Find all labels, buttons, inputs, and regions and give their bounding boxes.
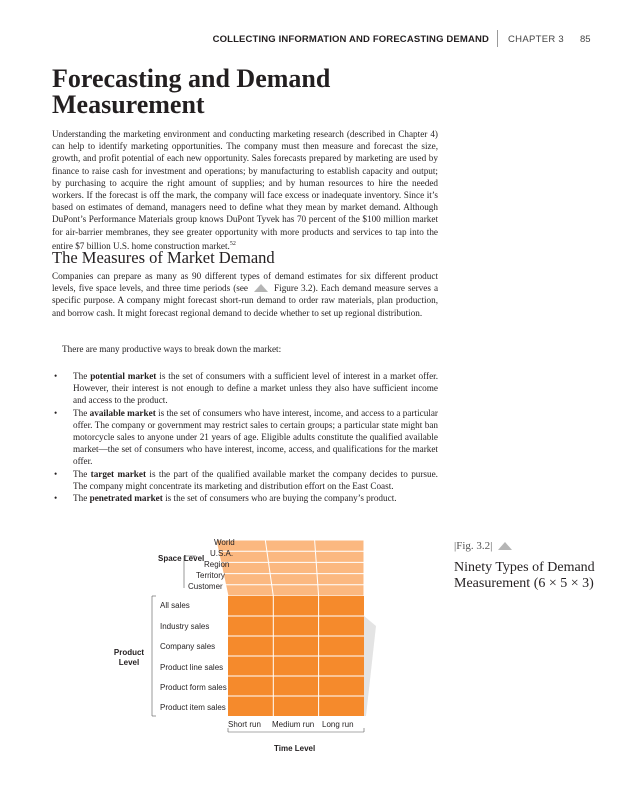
- space-level-world: World: [214, 538, 235, 547]
- space-level-region: Region: [204, 560, 230, 569]
- section-heading: The Measures of Market Demand: [52, 248, 275, 267]
- header-divider: [497, 30, 498, 47]
- page-number: 85: [580, 34, 591, 45]
- intro-paragraph: [52, 128, 438, 252]
- list-item: • The target market is the part of the qualified available market the company decides to pursue. The company might concentrate its marketing and distribution effort on the East Coast.: [54, 468, 438, 491]
- bullet-icon: •: [54, 493, 58, 504]
- figure-label: |Fig. 3.2|: [454, 540, 515, 552]
- figure-caption: Ninety Types of Demand Measurement (6 × 5 × 3): [454, 560, 595, 591]
- cube-diagram: [100, 530, 440, 785]
- endnote-ref: 52: [229, 240, 236, 247]
- product-level-product-item-sales: Product item sales: [160, 703, 226, 712]
- time-level-short-run: Short run: [228, 720, 261, 729]
- list-item: • The available market is the set of consumers who have interest, income, and access to a particular offer. The company or government may restrict sales to certain groups; a particular state might ban motorcycle sales to anyone under 21 years of age. Eligible adults constitute the qualified available market—the set of consumers who have interest, income, access, and qualifications for the market offer.: [54, 407, 438, 467]
- space-level-usa: U.S.A.: [210, 549, 234, 558]
- time-level-long-run: Long run: [322, 720, 354, 729]
- cube-top-face: [216, 540, 364, 596]
- list-item: • The penetrated market is the set of consumers who are buying the company’s product.: [54, 493, 397, 504]
- space-level-territory: Territory: [196, 571, 225, 580]
- measures-text-b: Figure 3.2). Each demand measure serves a specific purpose. A company might forecast short-run demand to order raw materials, plan production, and borrow cash. It might forecast regional demand to decide whether to set up regional distribution.: [52, 283, 439, 318]
- breakdown-paragraph: There are many productive ways to break down the market:: [62, 344, 282, 354]
- product-level-product-form-sales: Product form sales: [160, 683, 227, 692]
- term: available market: [89, 407, 156, 418]
- product-level-industry-sales: Industry sales: [160, 622, 210, 631]
- term: penetrated market: [89, 493, 163, 504]
- term: potential market: [90, 371, 157, 381]
- measures-paragraph: [52, 270, 438, 319]
- bullet-icon: •: [54, 468, 58, 479]
- demand-measurement-figure: [100, 530, 440, 785]
- product-level-bracket: [152, 596, 156, 716]
- bullet-icon: •: [54, 407, 58, 418]
- term: target market: [90, 468, 147, 479]
- space-level-axis-label: Space Level: [158, 554, 205, 563]
- product-level-company-sales: Company sales: [160, 642, 216, 651]
- running-head: COLLECTING INFORMATION AND FORECASTING DEMAND: [212, 34, 489, 45]
- running-header: [0, 30, 623, 48]
- time-level-medium-run: Medium run: [272, 720, 315, 729]
- intro-text: Understanding the marketing environment and conducting marketing research (described in Chapter 4) can help to identify marketing opportunities. The company must then measure and forecast the size, growth, and profit potential of each new opportunity. Sales forecasts prepared by marketing are used by finance to raise cash for investment and operations; by manufacturing to establish capacity and output; by purchasing to acquire the right amount of supplies; and by human resources to hire the needed workers. If the forecast is off the mark, the company will face excess or inadequate inventory. Since it’s based on estimates of demand, managers need to define what they mean by market demand. Although DuPont’s Performance Materials group knows DuPont Tyvek has 70 percent of the $100 million market for air-barrier membranes, they see greater opportunity with more products and services to tap into the entire $7 billion U.S. home construction market.: [52, 129, 438, 251]
- chapter-label: CHAPTER 3: [508, 34, 565, 45]
- figure-icon[interactable]: [498, 542, 512, 550]
- market-definitions-list: [52, 370, 438, 504]
- time-level-axis-label: Time Level: [274, 744, 316, 753]
- list-item: • The potential market is the set of consumers with a sufficient level of interest in a market offer. However, their interest is not enough to define a market unless they also have sufficient income and access to the product.: [54, 371, 439, 406]
- product-level-product-line-sales: Product line sales: [160, 663, 224, 672]
- measures-text-a: Companies can prepare as many as 90 different types of demand estimates for six different product levels, five space levels, and three time periods (see: [52, 271, 438, 294]
- product-level-axis-label: Product Level: [113, 648, 145, 667]
- bullet-icon: •: [54, 371, 58, 381]
- product-level-all-sales: All sales: [160, 601, 190, 610]
- page-title: Forecasting and Demand Measurement: [52, 64, 331, 119]
- space-level-customer: Customer: [188, 582, 223, 591]
- figure-reference-icon[interactable]: [254, 284, 268, 292]
